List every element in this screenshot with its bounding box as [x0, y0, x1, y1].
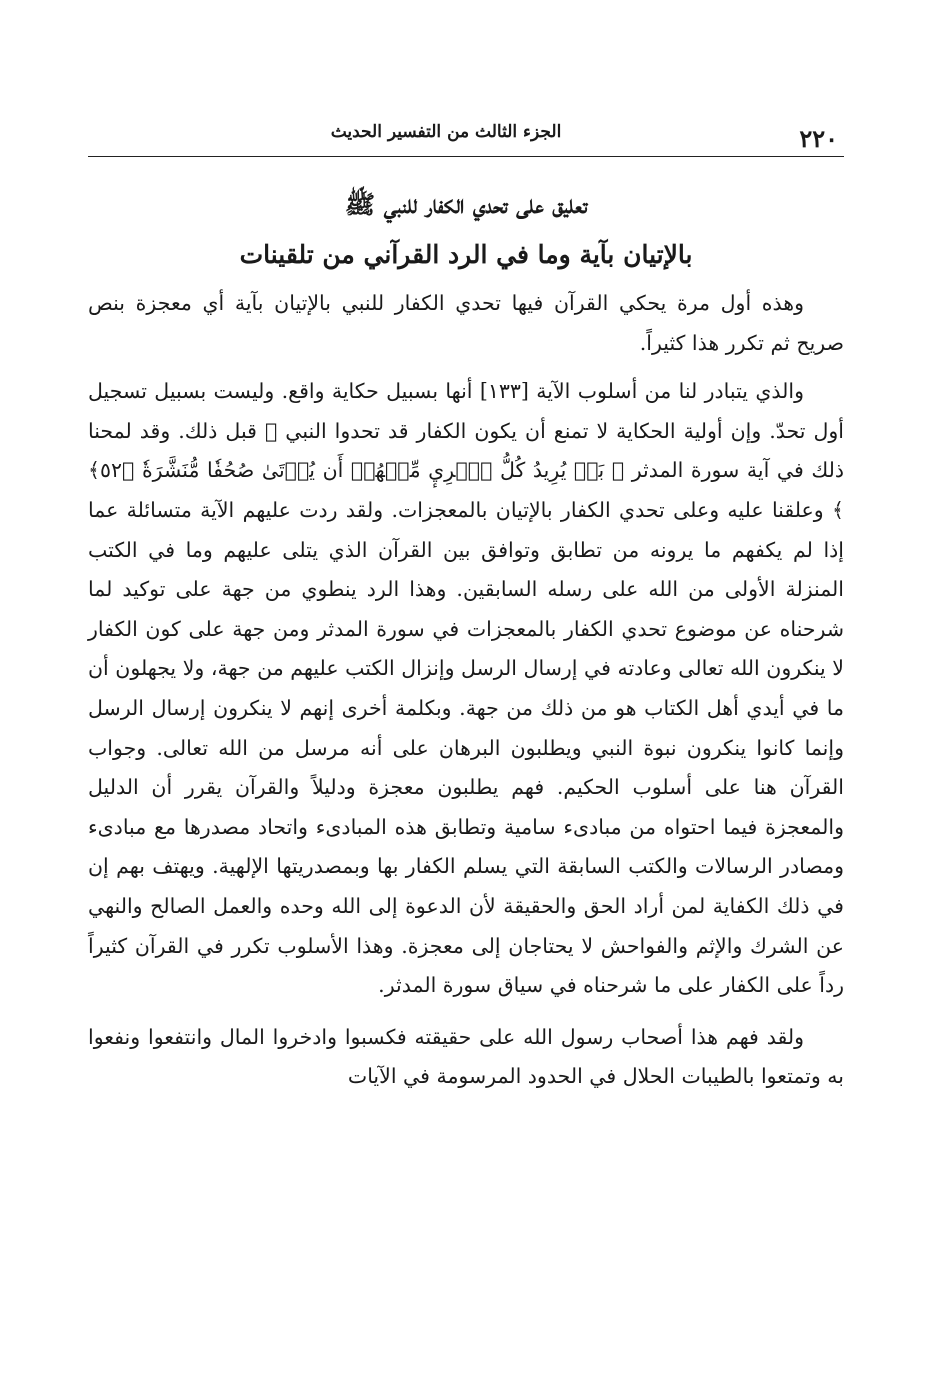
section-heading [88, 180, 844, 280]
header-title: الجزء الثالث من التفسير الحديث [330, 122, 562, 142]
paragraph-1: وهذه أول مرة يحكي القرآن فيها تحدي الكفار للنبي بالإتيان بآية أي معجزة بنص صريح ثم تكرر هذا كثيراً. [88, 291, 844, 355]
running-header [88, 112, 844, 157]
paragraph-2: والذي يتبادر لنا من أسلوب الآية [١٣٣] أنها بسبيل حكاية واقع. وليست بسبيل تسجيل أول تحدّ. وإن أولية الحكاية لا تمنع أن يكون الكفار قد تحدوا النبي ﷺ قبل ذلك. وقد لمحنا ذلك في آية سورة المدثر ﴿ بَلۡ يُرِيدُ كُلُّ ٱمۡرِيٕ مِّنۡهُمۡ أَن يُؤۡتَىٰ صُحُفٗا مُّنَشَّرَةٗ ﴿٥٢﴾ ﴾ وعلقنا عليه وعلى تحدي الكفار بالإتيان بالمعجزات. ولقد ردت عليهم الآية متسائلة عما إذا لم يكفهم ما يرونه من تطابق وتوافق بين القرآن الذي يتلى عليهم وما في الكتب المنزلة الأولى من الله على رسله السابقين. وهذا الرد ينطوي من جهة على توكيد لما شرحناه عن موضوع تحدي الكفار بالمعجزات في سورة المدثر ومن جهة على كون الكفار لا ينكرون الله تعالى وعادته في إرسال الرسل وإنزال الكتب عليهم من جهة، ولا يجهلون أن ما في أيدي أهل الكتاب هو من ذلك من جهة. وبكلمة أخرى إنهم لا ينكرون إرسال الرسل وإنما كانوا ينكرون نبوة النبي ويطلبون البرهان على أنه مرسل من الله تعالى. وجواب القرآن هنا على أسلوب الحكيم. فهم يطلبون معجزة ودليلاً والقرآن يقرر أن الدليل والمعجزة فيما احتواه من مبادىء سامية وتطابق هذه المبادىء واتحاد مصدرها مع مبادىء ومصادر الرسالات والكتب السابقة التي يسلم الكفار بها وبمصدريتها الإلهية. ويهتف بهم إن في ذلك الكفاية لمن أراد الحق والحقيقة لأن الدعوة إلى الله وحده والعمل الصالح والنهي عن الشرك والإثم والفواحش لا يحتاجان إلى معجزة. وهذا الأسلوب تكرر في القرآن كثيراً رداً على الكفار على ما شرحناه في سياق سورة المدثر. [88, 379, 844, 998]
section-title-line-2: بالإتيان بآية وما في الرد القرآني من تلقينات [239, 240, 693, 269]
body-text [88, 284, 844, 1106]
paragraph-3: ولقد فهم هذا أصحاب رسول الله على حقيقته فكسبوا وادخروا المال وانتفعوا ونفعوا به وتمتعوا بالطيبات الحلال في الحدود المرسومة في الآيات [88, 1024, 844, 1089]
page-number: ٢٢٠ [799, 124, 838, 153]
section-title-line-1: تعليق على تحدي الكفار للنبي ﷺ [344, 190, 588, 219]
